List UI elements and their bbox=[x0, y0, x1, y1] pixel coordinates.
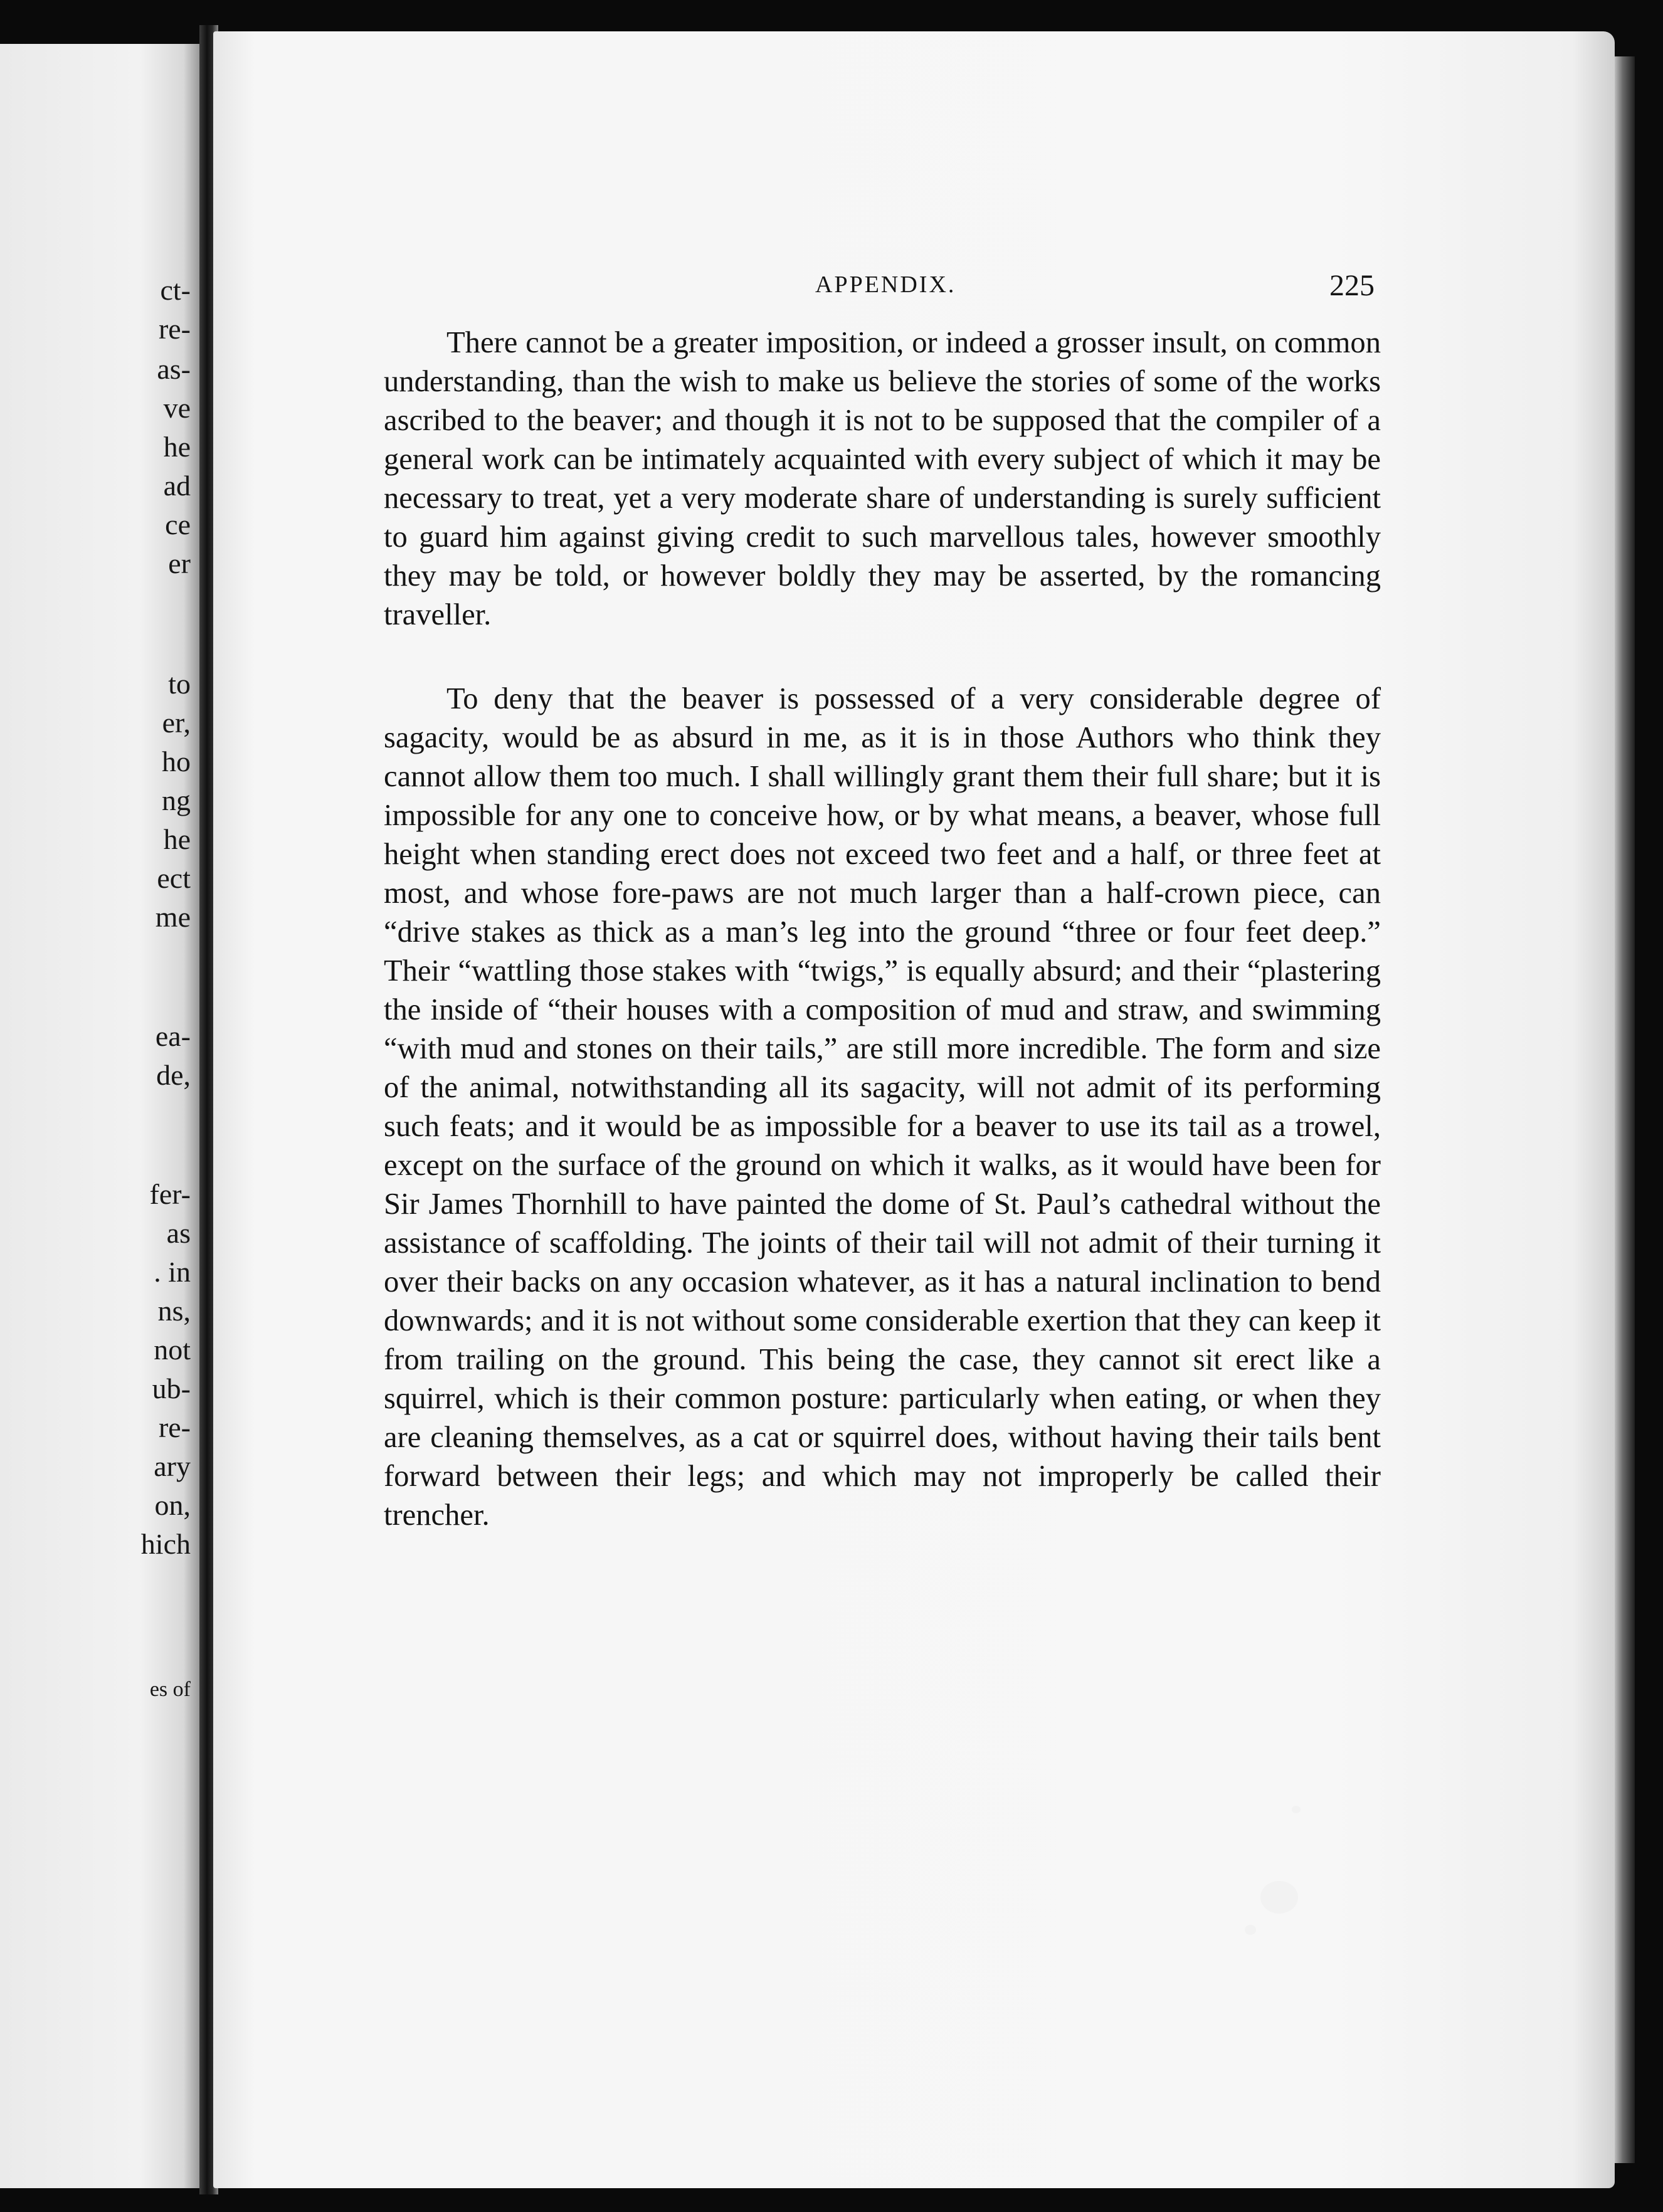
left-page-fragment: ng bbox=[162, 784, 191, 816]
left-page-fragment: as bbox=[166, 1217, 191, 1249]
page-number: 225 bbox=[1329, 269, 1375, 302]
header-title: APPENDIX. bbox=[815, 271, 956, 298]
left-page-fragment: not bbox=[154, 1334, 191, 1366]
left-page-fragment: as- bbox=[157, 353, 191, 385]
left-facing-page bbox=[0, 44, 199, 2188]
body-text bbox=[384, 323, 1381, 1534]
left-page-fragment: re- bbox=[158, 1411, 191, 1443]
left-page-fragment: fer- bbox=[149, 1178, 191, 1210]
paper-speck bbox=[1260, 1881, 1298, 1914]
left-page-fragment: ect bbox=[157, 862, 191, 894]
paragraph-beaver-imposition: There cannot be a greater imposition, or indeed a grosser insult, on common understanding, than the wish to make us believe the stories of some of the works ascribed to the beaver; and though it is not to be supposed that the compiler of a general work can be intimately acquainted with every subject of which it may be necessary to treat, yet a very moderate share of understanding is surely sufficient to guard him against giving credit to such marvellous tales, however smoothly they may be told, or however boldly they may be asserted, by the romancing traveller. bbox=[384, 325, 1381, 631]
left-page-fragment: ub- bbox=[152, 1372, 191, 1404]
left-page-fragment: ve bbox=[163, 392, 191, 424]
left-page-fragment: he bbox=[163, 431, 191, 463]
left-page-fragment: me bbox=[155, 901, 191, 933]
left-page-fragment: on, bbox=[154, 1489, 191, 1521]
left-page-fragment: er bbox=[168, 547, 191, 579]
paragraph-beaver-sagacity: To deny that the beaver is possessed of a very considerable degree of sagacity, would be as absurd in me, as it is in those Authors who think they cannot allow them too much. I shall willingly grant them their full share; but it is impossible for any one to conceive how, or by what means, a beaver, whose full height when standing erect does not exceed two feet and a half, or three feet at most, and whose fore-paws are not much larger than a half-crown piece, can “drive stakes as thick as a man’s leg into the ground “three or four feet deep.” Their “wattling those stakes with “twigs,” is equally absurd; and their “plastering the inside of “their houses with a composition of mud and straw, and swimming “with mud and stones on their tails,” are still more incredible. The form and size of the animal, notwithstanding all its sagacity, will not admit of its performing such feats; and it would be as impossible for a beaver to use its tail as a trowel, except on the surface of the ground on which it walks, as it would have been for Sir James Thornhill to have painted the dome of St. Paul’s cathedral without the assistance of scaffolding. The joints of their tail will not admit of their turning it over their backs on any occasion whatever, as it has a natural inclination to bend downwards; and it is not without some considerable exertion that they can keep it from trailing on the ground. This being the case, they cannot sit erect like a squirrel, which is their common posture: particularly when eating, or when they are cleaning themselves, as a cat or squirrel does, without having their tails bent forward between their legs; and which may not improperly be called their trencher. bbox=[384, 682, 1381, 1532]
left-page-fragment: he bbox=[163, 823, 191, 855]
left-page-fragment: hich bbox=[140, 1528, 191, 1560]
left-page-fragment: de, bbox=[156, 1059, 191, 1091]
left-page-fragment: er, bbox=[162, 707, 191, 739]
paper-speck bbox=[1292, 1806, 1301, 1813]
left-page-fragment: es of bbox=[149, 1678, 191, 1701]
left-page-fragment: to bbox=[168, 668, 191, 700]
page-edge-shadow bbox=[1615, 56, 1635, 2163]
left-page-fragment: ea- bbox=[155, 1020, 191, 1052]
left-page-fragment: ho bbox=[162, 745, 191, 777]
left-page-fragment: ns, bbox=[157, 1295, 191, 1327]
running-head bbox=[376, 271, 1380, 308]
left-page-fragment: ce bbox=[165, 508, 191, 540]
left-page-text-fragments bbox=[0, 44, 199, 2188]
left-page-fragment: ad bbox=[163, 470, 191, 502]
left-page-fragment: . in bbox=[154, 1256, 191, 1288]
paper-speck bbox=[1245, 1925, 1256, 1935]
left-page-fragment: re- bbox=[158, 313, 191, 345]
left-page-fragment: ct- bbox=[160, 274, 191, 306]
left-page-fragment: ary bbox=[154, 1450, 191, 1482]
